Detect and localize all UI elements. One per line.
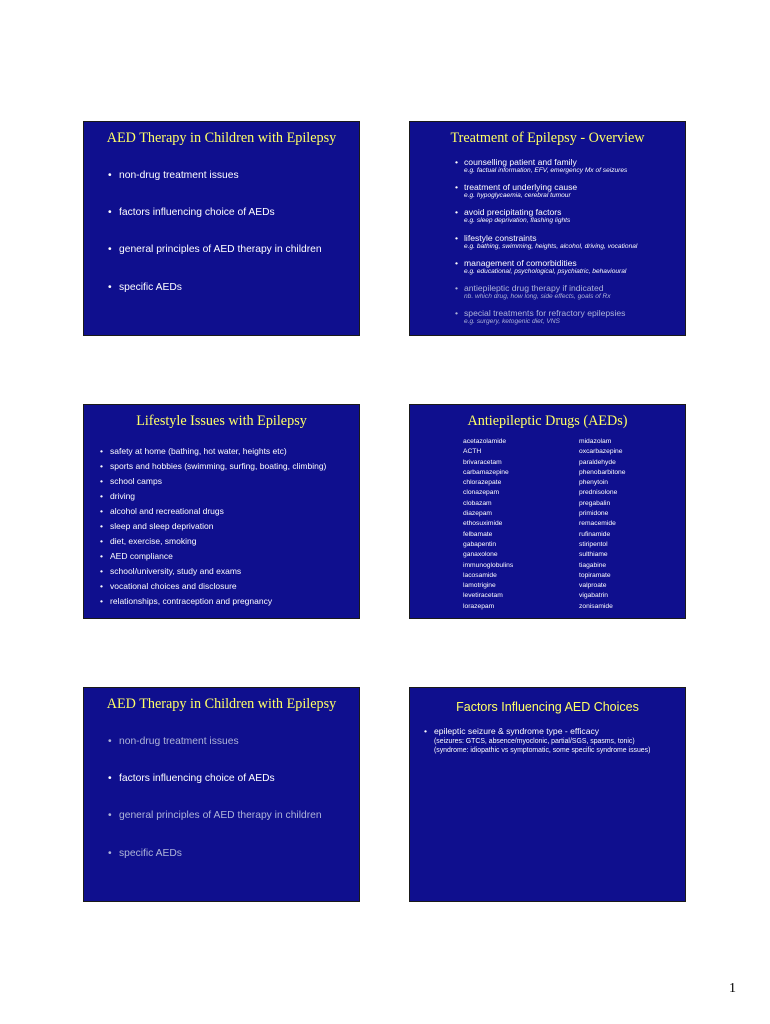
list-item: • school/university, study and exams [100,566,242,576]
list-item: lorazepam [463,602,495,610]
list-item: ACTH [463,448,482,456]
list-item: zonisamide [579,602,613,610]
list-item: chlorazepate [463,479,502,487]
slide-aed-therapy-outline: AED Therapy in Children with Epilepsy • non-drug treatment issues • factors influencing choice of AEDs • general principles of AED therapy in children • specific AEDs [83,121,360,336]
list-item: • driving [100,491,136,501]
list-subitem: (seizures: GTCS, absence/myoclonic, partial/SGS, spasms, tonic) [434,738,635,745]
page-number: 1 [729,981,736,996]
list-item: • vocational choices and disclosure [100,581,237,591]
list-subitem: (syndrome: idiopathic vs symptomatic, some specific syndrome issues) [434,747,651,754]
list-item: • lifestyle constraints e.g. bathing, swimming, heights, alcohol, driving, vocational [455,232,638,250]
list-item: ethosuximide [463,520,503,528]
list-item: paraldehyde [579,458,616,466]
list-item: oxcarbazepine [579,448,623,456]
list-item: midazolam [579,438,612,445]
list-item: remacemide [579,520,616,528]
slide-title: Antiepileptic Drugs (AEDs) [467,413,628,429]
slide-title: AED Therapy in Children with Epilepsy [106,696,337,712]
slide-antiepileptic-drugs [409,404,686,619]
list-item: primidone [579,510,609,518]
list-item: clobazam [463,499,492,507]
list-item: vigabatrin [579,592,608,600]
list-item: • treatment of underlying cause e.g. hypoglycaemia, cerebral tumour [455,182,578,200]
list-item: • sports and hobbies (swimming, surfing, boating, climbing) [100,461,327,471]
slide-title: Factors Influencing AED Choices [456,700,639,714]
list-item: • epileptic seizure & syndrome type - efficacy [424,726,600,736]
list-item: clonazepam [463,489,500,497]
list-item: • relationships, contraception and pregnancy [100,596,273,606]
list-item: • safety at home (bathing, hot water, heights etc) [100,446,287,456]
list-item: felbamate [463,530,493,538]
list-item: ganaxolone [463,551,498,559]
drug-list-column-1 [463,438,513,613]
list-item: • alcohol and recreational drugs [100,506,224,516]
slide-factors-influencing-aed-choices [409,687,686,902]
list-item: pregabalin [579,499,611,507]
slide-title: Lifestyle Issues with Epilepsy [136,413,307,429]
slide-lifestyle-issues [83,404,360,619]
list-item: rufinamide [579,530,611,538]
list-item: diazepam [463,510,492,518]
list-item: • counselling patient and family e.g. factual information, EFV, emergency Mx of seizures [455,157,628,174]
list-item: • antiepileptic drug therapy if indicated nb. which drug, how long, side effects, goals of Rx [455,282,611,300]
list-item: prednisolone [579,489,618,497]
slide-title: AED Therapy in Children with Epilepsy [106,130,337,146]
list-item: brivaracetam [463,458,502,466]
bullet-list [100,446,326,611]
list-item: immunoglobulins [463,561,514,569]
list-item: • AED compliance [100,551,173,561]
list-item: stiripentol [579,540,608,548]
drug-list-column-2 [579,438,625,613]
overview-list [455,157,679,333]
list-item: valproate [579,582,607,590]
list-item: gabapentin [463,540,497,548]
list-item: lamotrigine [463,582,496,590]
slide-treatment-overview [409,121,686,336]
list-item: levetiracetam [463,592,503,600]
list-item: tiagabine [579,561,607,569]
list-item: lacosamide [463,571,497,579]
list-item: • school camps [100,476,162,486]
factor-list [424,726,650,754]
slide-aed-therapy-outline-highlight: AED Therapy in Children with Epilepsy • non-drug treatment issues • factors influencing choice of AEDs • general principles of AED therapy in children • specific AEDs [83,687,360,902]
list-item: • sleep and sleep deprivation [100,521,214,531]
list-item: • diet, exercise, smoking [100,536,197,546]
list-item: • special treatments for refractory epilepsies e.g. surgery, ketogenic diet, VNS [455,308,626,326]
list-item: • management of comorbidities e.g. educational, psychological, psychiatric, behavioural [455,257,627,275]
list-item: phenobarbitone [579,468,626,476]
list-item: phenytoin [579,479,609,487]
list-item: topiramate [579,571,611,579]
list-item: acetazolamide [463,438,507,445]
list-item: • avoid precipitating factors e.g. sleep deprivation, flashing lights [455,207,571,225]
list-item: sulthiame [579,551,608,559]
list-item: carbamazepine [463,468,509,476]
slide-title: Treatment of Epilepsy - Overview [450,130,645,146]
